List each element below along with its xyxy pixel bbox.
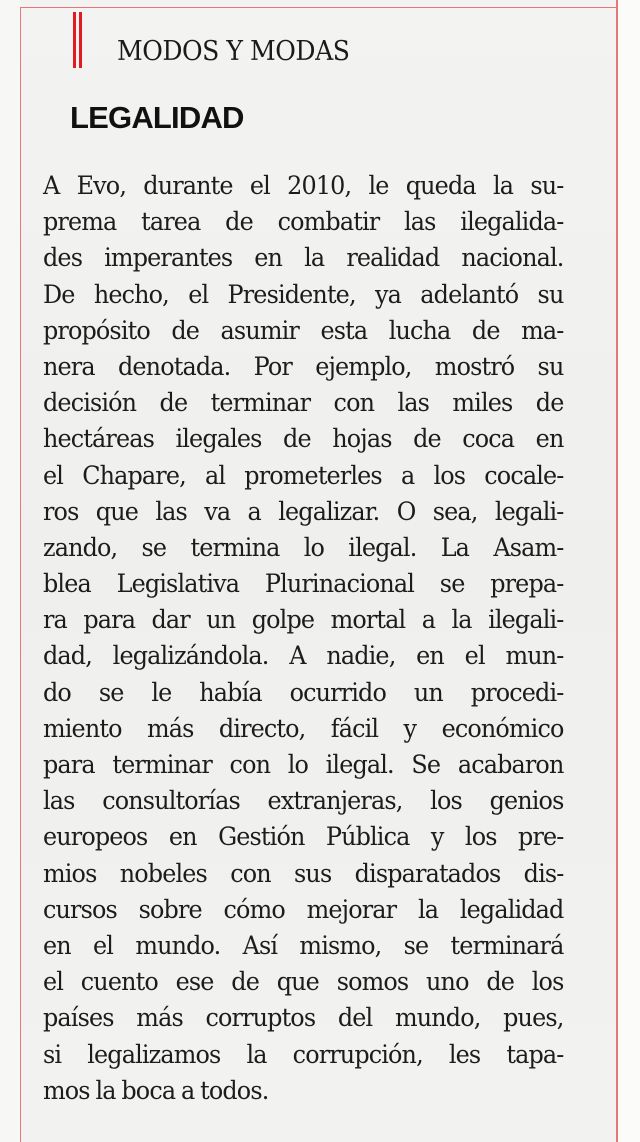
body-line: des imperantes en la realidad nacional. [43,243,564,273]
section-label: MODOS Y MODAS [117,36,350,67]
left-margin [0,0,20,1142]
body-line: mos la boca a todos. [43,1075,269,1105]
body-line: A Evo, durante el 2010, le queda la su- [43,171,564,200]
body-line: blea Legislativa Plurinacional se prepa- [43,569,564,599]
body-line: si legalizamos la corrupción, les tapa- [43,1039,564,1069]
article-headline: LEGALIDAD [70,100,244,135]
body-line: mios nobeles con sus disparatados dis- [43,858,564,888]
body-line: cursos sobre cómo mejorar la legalidad [43,894,564,924]
article-body [43,168,588,1109]
body-line: el Chapare, al prometerles a los cocale- [43,460,564,490]
body-line: propósito de asumir esta lucha de ma- [43,315,564,345]
body-line: países más corruptos del mundo, pues, [43,1003,564,1033]
accent-stripe [79,12,82,68]
right-border-rule [616,0,618,1142]
body-line: las consultorías extranjeras, los genios [43,786,564,816]
body-line: prema tarea de combatir las ilegalida- [43,207,564,237]
body-line: ros que las va a legalizar. O sea, legali- [43,496,564,526]
body-line: do se le había ocurrido un procedi- [43,677,564,707]
body-line: decisión de terminar con las miles de [43,388,564,418]
accent-stripe [73,12,76,68]
body-line: en el mundo. Así mismo, se terminará [43,930,564,960]
top-border-rule [20,7,618,8]
body-line: zando, se termina lo ilegal. La Asam- [43,532,564,562]
body-line: De hecho, el Presidente, ya adelantó su [43,279,564,309]
body-line: ra para dar un golpe mortal a la ilegali- [43,605,564,635]
left-border-rule [20,7,21,1142]
body-line: dad, legalizándola. A nadie, en el mun- [43,641,564,671]
section-accent-bar [73,12,83,68]
right-margin [618,0,640,1142]
body-line: nera denotada. Por ejemplo, mostró su [43,351,564,381]
body-line: para terminar con lo ilegal. Se acabaron [43,750,564,779]
body-line: el cuento ese de que somos uno de los [43,967,564,997]
body-line: europeos en Gestión Pública y los pre- [43,822,564,852]
body-line: miento más directo, fácil y económico [43,713,564,743]
body-line: hectáreas ilegales de hojas de coca en [43,424,564,454]
